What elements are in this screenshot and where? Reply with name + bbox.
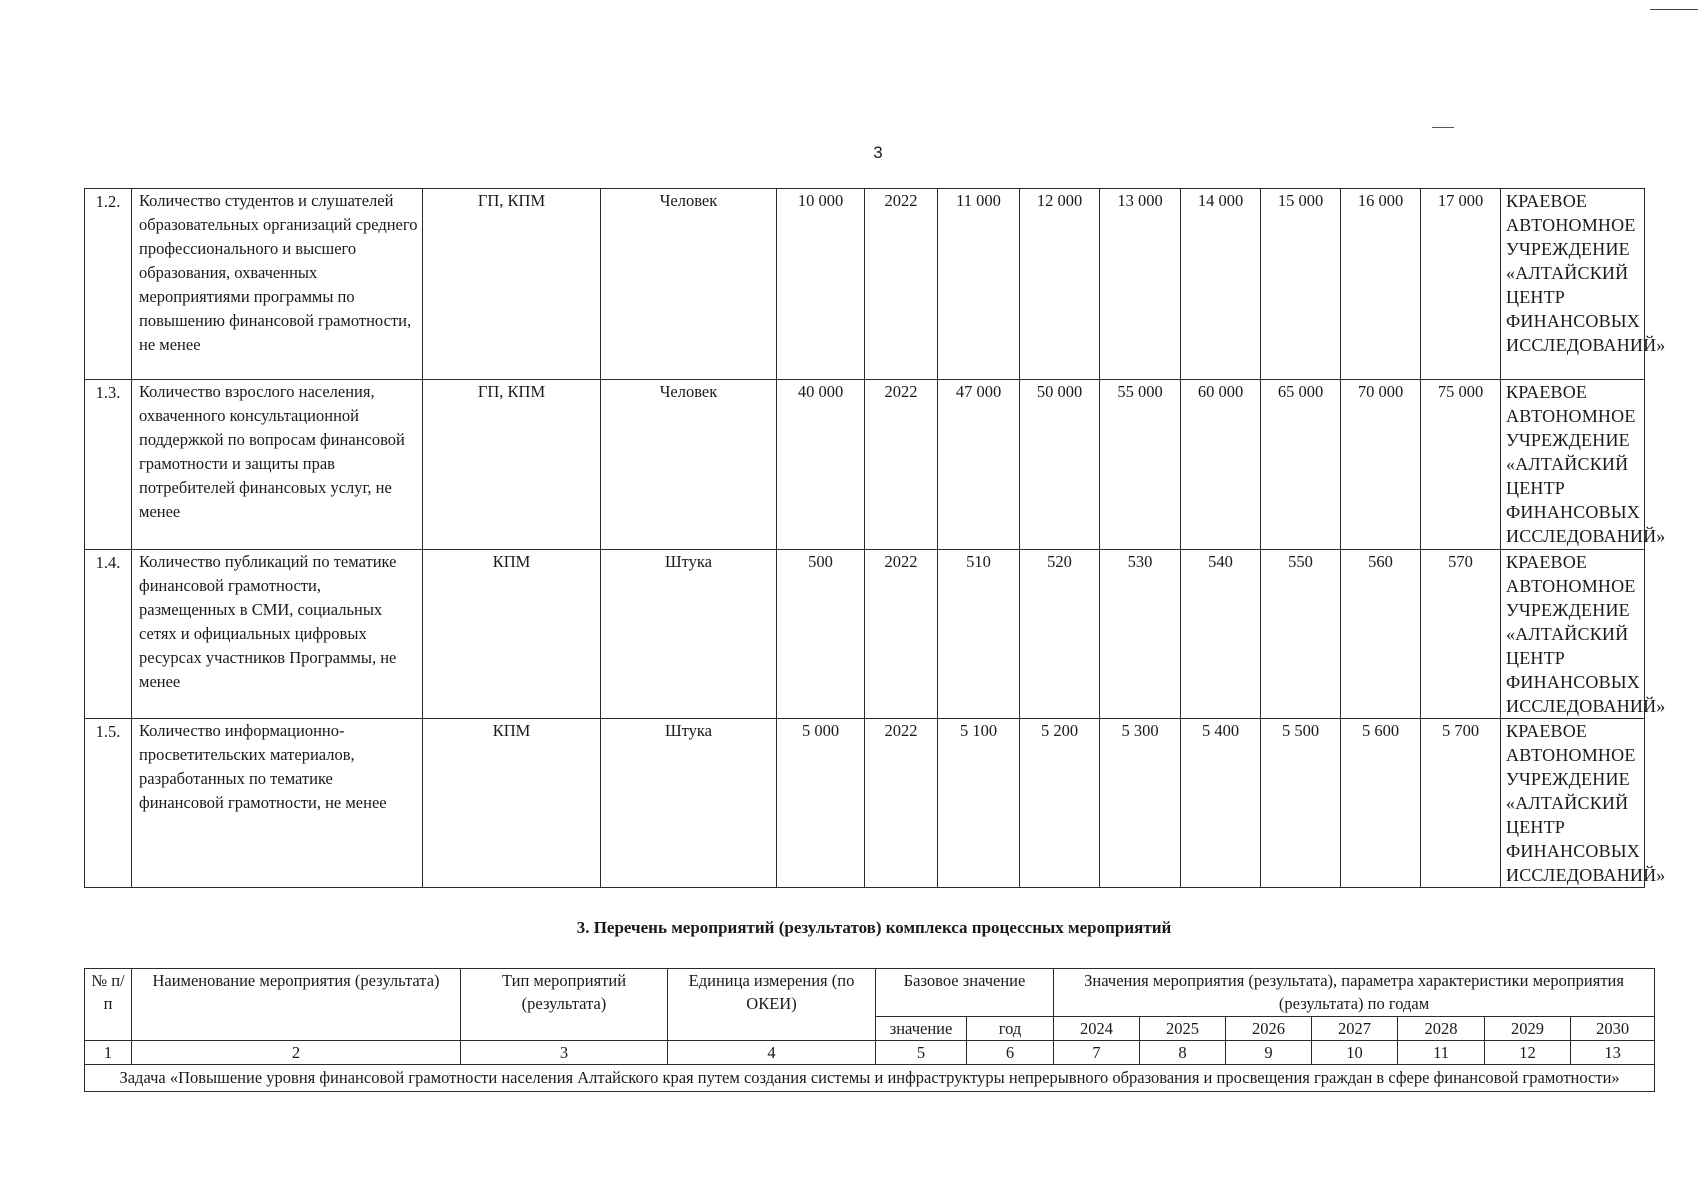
value-2026: 55 000: [1100, 380, 1181, 550]
row-number: 1.3.: [85, 380, 132, 550]
value-2030: 5 700: [1421, 719, 1501, 888]
header-year-2028: 2028: [1398, 1017, 1485, 1041]
base-value: 500: [777, 550, 865, 719]
indicator-unit: Штука: [601, 719, 777, 888]
value-2027: 14 000: [1181, 189, 1261, 380]
header-base: Базовое значение: [876, 969, 1054, 1017]
value-2025: 50 000: [1020, 380, 1100, 550]
events-header-row: [85, 969, 1655, 1017]
scan-mark-dash: [1432, 127, 1454, 128]
value-2028: 5 500: [1261, 719, 1341, 888]
value-2030: 570: [1421, 550, 1501, 719]
indicator-name: Количество взрослого населения, охваченного консультационной поддержкой по вопросам финансовой грамотности и защиты прав потребителей финансовых услуг, не менее: [132, 380, 423, 550]
value-2025: 12 000: [1020, 189, 1100, 380]
header-year-2030: 2030: [1571, 1017, 1655, 1041]
indicator-name: Количество информационно-просветительских материалов, разработанных по тематике финансовой грамотности, не менее: [132, 719, 423, 888]
task-row: [85, 1065, 1655, 1092]
base-value: 10 000: [777, 189, 865, 380]
value-2029: 5 600: [1341, 719, 1421, 888]
column-number: 9: [1226, 1041, 1312, 1065]
value-2028: 15 000: [1261, 189, 1341, 380]
indicator-name: Количество публикаций по тематике финансовой грамотности, размещенных в СМИ, социальных сетях и официальных цифровых ресурсах участников Программы, не менее: [132, 550, 423, 719]
indicator-unit: Человек: [601, 380, 777, 550]
base-year: 2022: [865, 380, 938, 550]
value-2026: 530: [1100, 550, 1181, 719]
value-2027: 60 000: [1181, 380, 1261, 550]
indicator-row: [85, 550, 1645, 719]
header-year-2027: 2027: [1312, 1017, 1398, 1041]
events-table: [84, 968, 1655, 1092]
indicator-level: КПМ: [423, 719, 601, 888]
column-numbers-row: [85, 1041, 1655, 1065]
responsible-organization: КРАЕВОЕ АВТОНОМНОЕ УЧРЕЖДЕНИЕ «АЛТАЙСКИЙ ЦЕНТР ФИНАНСОВЫХ ИССЛЕДОВАНИЙ»: [1501, 380, 1645, 550]
value-2026: 13 000: [1100, 189, 1181, 380]
header-year-2029: 2029: [1485, 1017, 1571, 1041]
column-number: 13: [1571, 1041, 1655, 1065]
value-2029: 70 000: [1341, 380, 1421, 550]
value-2025: 520: [1020, 550, 1100, 719]
column-number: 6: [967, 1041, 1054, 1065]
indicators-table: [84, 188, 1666, 888]
indicator-level: ГП, КПМ: [423, 380, 601, 550]
indicator-unit: Штука: [601, 550, 777, 719]
value-2028: 65 000: [1261, 380, 1341, 550]
value-2026: 5 300: [1100, 719, 1181, 888]
column-number: 3: [461, 1041, 668, 1065]
column-number: 12: [1485, 1041, 1571, 1065]
section-title: 3. Перечень мероприятий (результатов) комплекса процессных мероприятий: [576, 918, 1172, 937]
responsible-organization: КРАЕВОЕ АВТОНОМНОЕ УЧРЕЖДЕНИЕ «АЛТАЙСКИЙ ЦЕНТР ФИНАНСОВЫХ ИССЛЕДОВАНИЙ»: [1501, 550, 1645, 719]
column-number: 5: [876, 1041, 967, 1065]
indicator-level: ГП, КПМ: [423, 189, 601, 380]
base-year: 2022: [865, 189, 938, 380]
value-2029: 16 000: [1341, 189, 1421, 380]
header-values-by-year: Значения мероприятия (результата), параметра характеристики мероприятия (результата) по годам: [1054, 969, 1655, 1017]
column-number: 1: [85, 1041, 132, 1065]
header-base-value: значение: [876, 1017, 967, 1041]
indicator-row: [85, 380, 1645, 550]
value-2025: 5 200: [1020, 719, 1100, 888]
header-event-name: Наименование мероприятия (результата): [132, 969, 461, 1041]
value-2024: 510: [938, 550, 1020, 719]
value-2024: 47 000: [938, 380, 1020, 550]
column-number: 7: [1054, 1041, 1140, 1065]
base-year: 2022: [865, 550, 938, 719]
page-number: 3: [873, 143, 883, 162]
responsible-organization: КРАЕВОЕ АВТОНОМНОЕ УЧРЕЖДЕНИЕ «АЛТАЙСКИЙ ЦЕНТР ФИНАНСОВЫХ ИССЛЕДОВАНИЙ»: [1501, 189, 1645, 380]
row-number: 1.2.: [85, 189, 132, 380]
indicator-unit: Человек: [601, 189, 777, 380]
value-2027: 540: [1181, 550, 1261, 719]
header-number: № п/п: [85, 969, 132, 1041]
scan-mark-line: [1650, 9, 1698, 10]
value-2028: 550: [1261, 550, 1341, 719]
indicator-row: [85, 189, 1645, 380]
header-event-type: Тип мероприятий (результата): [461, 969, 668, 1041]
row-number: 1.4.: [85, 550, 132, 719]
row-number: 1.5.: [85, 719, 132, 888]
indicator-row: [85, 719, 1645, 888]
value-2029: 560: [1341, 550, 1421, 719]
header-year-2025: 2025: [1140, 1017, 1226, 1041]
indicator-level: КПМ: [423, 550, 601, 719]
column-number: 8: [1140, 1041, 1226, 1065]
column-number: 11: [1398, 1041, 1485, 1065]
column-number: 10: [1312, 1041, 1398, 1065]
base-value: 40 000: [777, 380, 865, 550]
value-2030: 75 000: [1421, 380, 1501, 550]
header-unit: Единица измерения (по ОКЕИ): [668, 969, 876, 1041]
header-year-2026: 2026: [1226, 1017, 1312, 1041]
header-year-2024: 2024: [1054, 1017, 1140, 1041]
indicator-name: Количество студентов и слушателей образовательных организаций среднего профессионального и высшего образования, охваченных мероприятиями программы по повышению финансовой грамотности, не менее: [132, 189, 423, 380]
responsible-organization: КРАЕВОЕ АВТОНОМНОЕ УЧРЕЖДЕНИЕ «АЛТАЙСКИЙ ЦЕНТР ФИНАНСОВЫХ ИССЛЕДОВАНИЙ»: [1501, 719, 1645, 888]
base-value: 5 000: [777, 719, 865, 888]
column-number: 4: [668, 1041, 876, 1065]
header-base-year: год: [967, 1017, 1054, 1041]
value-2024: 11 000: [938, 189, 1020, 380]
value-2030: 17 000: [1421, 189, 1501, 380]
value-2024: 5 100: [938, 719, 1020, 888]
column-number: 2: [132, 1041, 461, 1065]
task-description: Задача «Повышение уровня финансовой грамотности населения Алтайского края путем создания системы и инфраструктуры непрерывного образования и просвещения граждан в сфере финансовой грамотности»: [85, 1065, 1655, 1092]
value-2027: 5 400: [1181, 719, 1261, 888]
base-year: 2022: [865, 719, 938, 888]
